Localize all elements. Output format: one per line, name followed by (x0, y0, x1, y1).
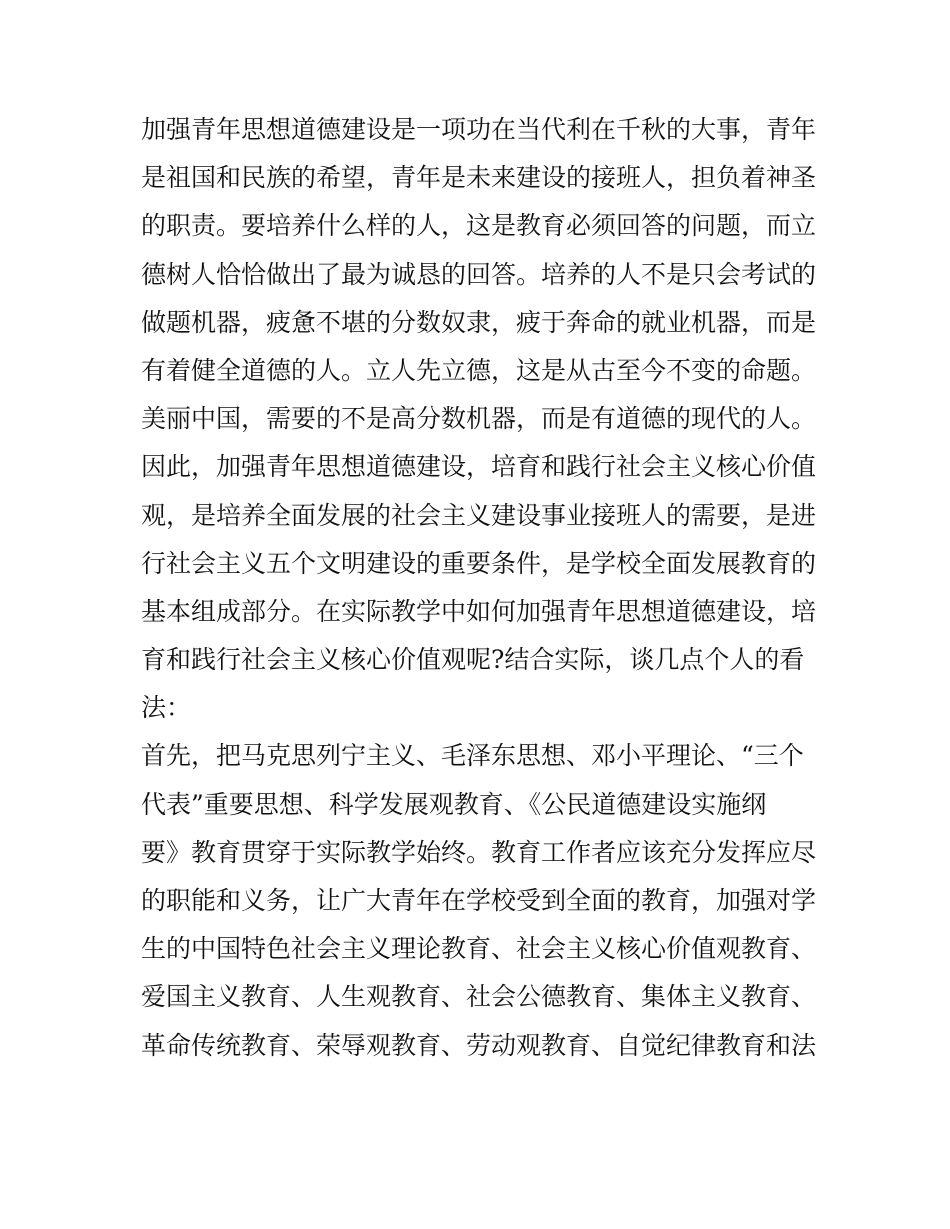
text-line: 美丽中国，需要的不是高分数机器，而是有道德的现代的人。 (141, 404, 817, 434)
text-line: 生的中国特色社会主义理论教育、社会主义核心价值观教育、 (141, 934, 817, 964)
text-line: 德树人恰恰做出了最为诚恳的回答。培养的人不是只会考试的 (141, 259, 817, 289)
text-line: 的职责。要培养什么样的人，这是教育必须回答的问题，而立 (141, 211, 817, 241)
text-line: 革命传统教育、荣辱观教育、劳动观教育、自觉纪律教育和法 (141, 1030, 817, 1060)
text-line: 首先，把马克思列宁主义、毛泽东思想、邓小平理论、“三个 (141, 741, 804, 771)
text-line: 行社会主义五个文明建设的重要条件，是学校全面发展教育的 (141, 548, 817, 578)
text-line: 代表”重要思想、科学发展观教育、《公民道德建设实施纲 (141, 789, 767, 819)
text-line: 法： (141, 693, 192, 723)
text-line: 育和践行社会主义核心价值观呢?结合实际，谈几点个人的看 (141, 645, 805, 675)
text-line: 基本组成部分。在实际教学中如何加强青年思想道德建设，培 (141, 596, 817, 626)
text-line: 的职能和义务，让广大青年在学校受到全面的教育，加强对学 (141, 886, 817, 915)
text-line: 观，是培养全面发展的社会主义建设事业接班人的需要，是进 (141, 500, 817, 530)
text-line: 做题机器，疲惫不堪的分数奴隶，疲于奔命的就业机器，而是 (141, 307, 817, 337)
text-line: 因此，加强青年思想道德建设，培育和践行社会主义核心价值 (141, 452, 817, 482)
text-line: 要》教育贯穿于实际教学始终。教育工作者应该充分发挥应尽 (141, 837, 817, 867)
body-text (141, 106, 821, 1070)
text-line: 加强青年思想道德建设是一项功在当代利在千秋的大事，青年 (141, 115, 817, 144)
text-line: 爱国主义教育、人生观教育、社会公德教育、集体主义教育、 (141, 982, 817, 1012)
text-line: 有着健全道德的人。立人先立德，这是从古至今不变的命题。 (141, 355, 817, 385)
text-line: 是祖国和民族的希望，青年是未来建设的接班人，担负着神圣 (141, 163, 817, 193)
